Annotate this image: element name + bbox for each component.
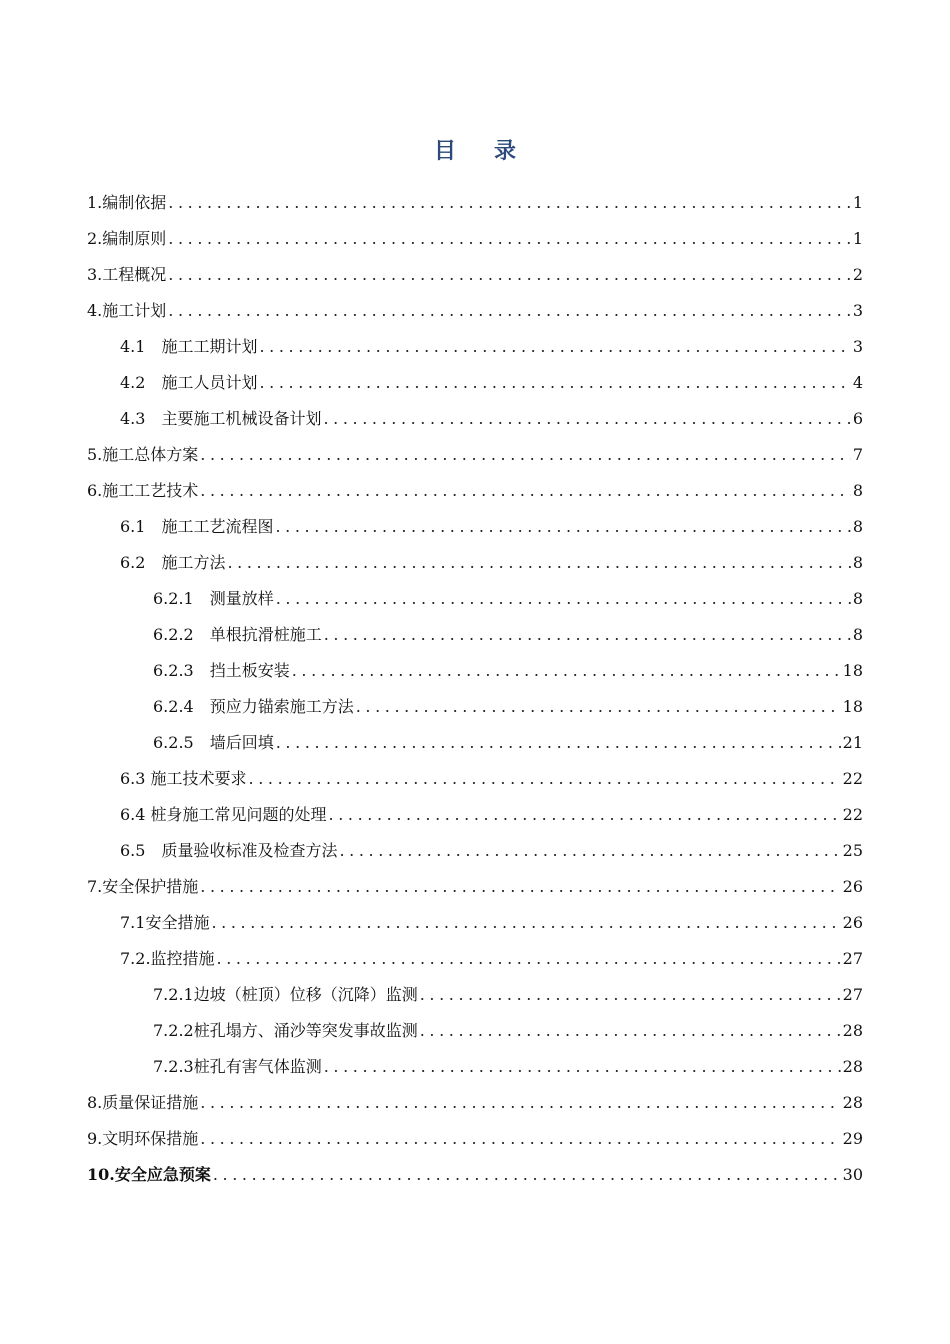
toc-entry[interactable] (87, 725, 863, 761)
toc-entry-page-number: 8 (852, 625, 863, 644)
toc-leader-dots (200, 473, 851, 509)
toc-entry[interactable] (87, 1049, 863, 1085)
toc-entry-page-number: 28 (842, 1021, 863, 1040)
toc-entry-label: 6.施工工艺技术 (87, 481, 199, 500)
toc-entry[interactable] (87, 329, 863, 365)
toc-entry[interactable] (87, 941, 863, 977)
toc-entry-label: 10.安全应急预案 (87, 1165, 211, 1184)
toc-entry-page-number: 29 (842, 1129, 863, 1148)
toc-entry[interactable] (87, 617, 863, 653)
toc-leader-dots (168, 257, 851, 293)
toc-entry[interactable] (87, 905, 863, 941)
toc-entry[interactable] (87, 1157, 863, 1193)
toc-entry[interactable] (87, 1013, 863, 1049)
toc-entry[interactable] (87, 689, 863, 725)
toc-entry-page-number: 21 (842, 733, 863, 752)
toc-entry-label: 4.施工计划 (87, 301, 167, 320)
toc-leader-dots (356, 689, 841, 725)
toc-entry[interactable] (87, 293, 863, 329)
toc-entry[interactable] (87, 833, 863, 869)
toc-entry-page-number: 8 (852, 481, 863, 500)
toc-entry-label: 6.4 桩身施工常见问题的处理 (120, 805, 327, 824)
toc-leader-dots (217, 941, 841, 977)
toc-entry[interactable] (87, 473, 863, 509)
toc-leader-dots (200, 1121, 840, 1157)
toc-entry-page-number: 30 (842, 1165, 863, 1184)
toc-entry[interactable] (87, 185, 863, 221)
toc-entry-label: 6.5 质量验收标准及检查方法 (120, 841, 338, 860)
toc-entry-page-number: 26 (842, 877, 863, 896)
toc-entry-label: 6.2 施工方法 (120, 553, 226, 572)
toc-entry[interactable] (87, 509, 863, 545)
toc-leader-dots (276, 725, 841, 761)
toc-entry-page-number: 8 (852, 553, 863, 572)
toc-entry-page-number: 22 (842, 769, 863, 788)
toc-entry-label: 6.2.3 挡土板安装 (153, 661, 290, 680)
toc-leader-dots (420, 977, 841, 1013)
toc-entry-label: 6.2.5 墙后回填 (153, 733, 274, 752)
toc-entry-page-number: 25 (842, 841, 863, 860)
toc-entry[interactable] (87, 797, 863, 833)
table-of-contents (87, 185, 863, 1193)
toc-leader-dots (227, 545, 850, 581)
toc-entry-label: 6.2.2 单根抗滑桩施工 (153, 625, 322, 644)
toc-entry-label: 9.文明环保措施 (87, 1129, 199, 1148)
toc-leader-dots (420, 1013, 841, 1049)
toc-entry-label: 7.2.1边坡（桩顶）位移（沉降）监测 (153, 985, 418, 1004)
toc-leader-dots (323, 401, 850, 437)
toc-leader-dots (249, 761, 841, 797)
toc-entry-label: 6.2.1 测量放样 (153, 589, 274, 608)
toc-title: 目录 (433, 138, 554, 164)
toc-entry-page-number: 7 (852, 445, 863, 464)
toc-entry[interactable] (87, 869, 863, 905)
toc-entry-label: 4.2 施工人员计划 (120, 373, 258, 392)
toc-entry-label: 6.1 施工工艺流程图 (120, 517, 274, 536)
toc-leader-dots (168, 185, 851, 221)
toc-leader-dots (324, 1049, 841, 1085)
toc-entry-page-number: 28 (842, 1057, 863, 1076)
toc-entry-page-number: 18 (842, 661, 863, 680)
toc-leader-dots (339, 833, 840, 869)
toc-entry[interactable] (87, 437, 863, 473)
toc-entry-page-number: 2 (852, 265, 863, 284)
toc-entry-page-number: 22 (842, 805, 863, 824)
toc-entry-page-number: 3 (852, 301, 863, 320)
toc-leader-dots (168, 293, 851, 329)
toc-entry-page-number: 8 (852, 517, 863, 536)
toc-leader-dots (329, 797, 841, 833)
toc-entry-page-number: 18 (842, 697, 863, 716)
toc-entry-page-number: 6 (852, 409, 863, 428)
toc-entry[interactable] (87, 761, 863, 797)
toc-entry-label: 6.2.4 预应力锚索施工方法 (153, 697, 354, 716)
toc-entry-page-number: 8 (852, 589, 863, 608)
toc-entry[interactable] (87, 365, 863, 401)
toc-entry[interactable] (87, 1085, 863, 1121)
toc-entry-label: 2.编制原则 (87, 229, 167, 248)
toc-entry-page-number: 28 (842, 1093, 863, 1112)
toc-leader-dots (276, 581, 851, 617)
toc-entry[interactable] (87, 581, 863, 617)
toc-entry-page-number: 4 (852, 373, 863, 392)
toc-entry-page-number: 1 (852, 193, 863, 212)
toc-leader-dots (200, 437, 851, 473)
toc-entry-page-number: 27 (842, 949, 863, 968)
toc-entry-label: 7.安全保护措施 (87, 877, 199, 896)
toc-entry-label: 6.3 施工技术要求 (120, 769, 247, 788)
toc-entry-page-number: 27 (842, 985, 863, 1004)
toc-leader-dots (168, 221, 851, 257)
toc-entry-label: 7.1安全措施 (120, 913, 210, 932)
toc-entry-page-number: 3 (852, 337, 863, 356)
toc-leader-dots (292, 653, 841, 689)
toc-entry[interactable] (87, 977, 863, 1013)
toc-leader-dots (275, 509, 850, 545)
toc-leader-dots (200, 1085, 840, 1121)
toc-entry[interactable] (87, 221, 863, 257)
toc-entry-label: 4.3 主要施工机械设备计划 (120, 409, 322, 428)
toc-entry[interactable] (87, 401, 863, 437)
toc-entry[interactable] (87, 545, 863, 581)
toc-entry[interactable] (87, 1121, 863, 1157)
toc-entry-label: 7.2.监控措施 (120, 949, 215, 968)
toc-entry-label: 3.工程概况 (87, 265, 167, 284)
toc-leader-dots (213, 1157, 841, 1193)
toc-entry-label: 1.编制依据 (87, 193, 167, 212)
toc-leader-dots (211, 905, 840, 941)
toc-leader-dots (200, 869, 840, 905)
toc-entry-label: 4.1 施工工期计划 (120, 337, 258, 356)
toc-leader-dots (259, 365, 850, 401)
toc-entry-label: 7.2.3桩孔有害气体监测 (153, 1057, 322, 1076)
toc-entry-label: 8.质量保证措施 (87, 1093, 199, 1112)
toc-entry-page-number: 1 (852, 229, 863, 248)
toc-leader-dots (259, 329, 850, 365)
toc-entry[interactable] (87, 257, 863, 293)
toc-entry-label: 5.施工总体方案 (87, 445, 199, 464)
toc-entry-label: 7.2.2桩孔塌方、涌沙等突发事故监测 (153, 1021, 418, 1040)
toc-entry[interactable] (87, 653, 863, 689)
toc-leader-dots (324, 617, 851, 653)
toc-entry-page-number: 26 (842, 913, 863, 932)
